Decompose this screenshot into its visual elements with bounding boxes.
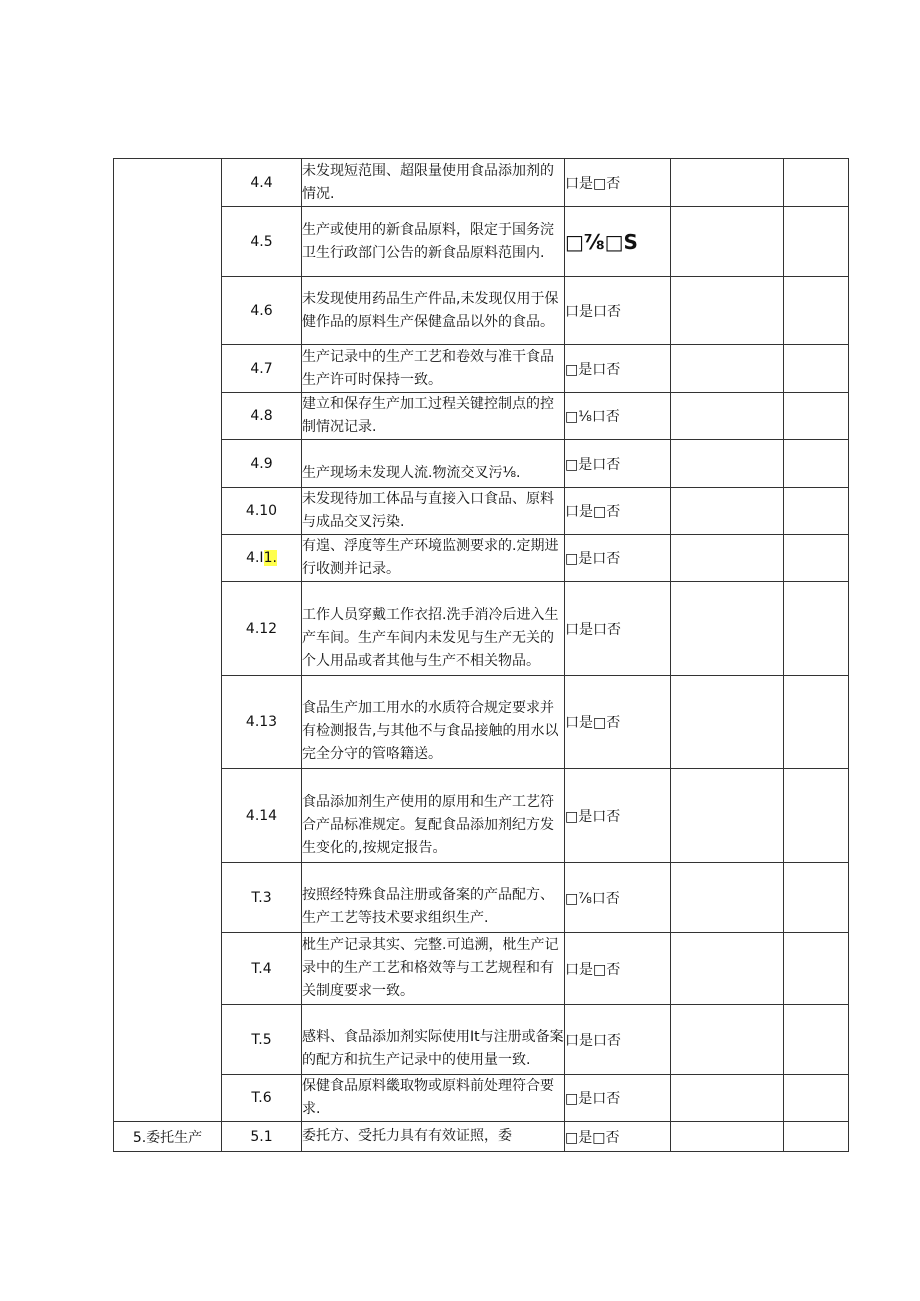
item-description: 生产记录中的生产工艺和卷效与准干食品生产许可时保持一致。 (302, 345, 565, 393)
table-row (114, 440, 849, 488)
item-number: T.6 (222, 1075, 302, 1122)
remark-cell[interactable] (784, 345, 849, 393)
yes-no-checkbox[interactable]: □⅞□S (565, 207, 671, 277)
remark-cell[interactable] (784, 676, 849, 769)
result-cell[interactable] (671, 488, 784, 535)
remark-cell[interactable] (784, 863, 849, 933)
item-description: 按照经特殊食品注册或备案的产品配方、生产工艺等技术要求组织生产. (302, 863, 565, 933)
item-number: 4.7 (222, 345, 302, 393)
item-number: T.4 (222, 933, 302, 1005)
result-cell[interactable] (671, 1075, 784, 1122)
item-description: 生产现场未发现人流.物流交叉污⅛. (302, 440, 565, 488)
result-cell[interactable] (671, 676, 784, 769)
item-number: 4.9 (222, 440, 302, 488)
yes-no-checkbox[interactable]: □⅞口否 (565, 863, 671, 933)
remark-cell[interactable] (784, 769, 849, 863)
remark-cell[interactable] (784, 393, 849, 440)
remark-cell[interactable] (784, 207, 849, 277)
yes-no-checkbox[interactable]: 口是□否 (565, 933, 671, 1005)
item-number: 4.4 (222, 159, 302, 207)
item-description: 感料、食品添加剂实际使用It与注册或备案的配方和抗生产记录中的使用量一致. (302, 1005, 565, 1075)
item-number: 4.10 (222, 488, 302, 535)
item-number: 4.6 (222, 277, 302, 345)
item-description: 食品添加剂生产使用的原用和生产工艺符合产品标准规定。复配食品添加剂纪方发生变化的,按规定报告。 (302, 769, 565, 863)
remark-cell[interactable] (784, 1075, 849, 1122)
remark-cell[interactable] (784, 159, 849, 207)
yes-no-checkbox[interactable]: □⅛口否 (565, 393, 671, 440)
table-row (114, 345, 849, 393)
item-number-prefix: 4.I (246, 550, 264, 566)
result-cell[interactable] (671, 440, 784, 488)
yes-no-checkbox[interactable]: □是口否 (565, 1075, 671, 1122)
table-row (114, 933, 849, 1005)
table-row (114, 207, 849, 277)
yes-no-checkbox[interactable]: 口是口否 (565, 1005, 671, 1075)
yes-no-checkbox[interactable]: □是口否 (565, 769, 671, 863)
table-row (114, 1122, 849, 1152)
item-description: 未发现待加工体品与直接入口食品、原料与成品交叉污染. (302, 488, 565, 535)
item-number (222, 535, 302, 582)
category-label: 5.委托生产 (114, 1122, 222, 1152)
item-description: 有遑、浮度等生产环境监测要求的.定期进行收测并记录。 (302, 535, 565, 582)
yes-no-checkbox[interactable]: □是口否 (565, 440, 671, 488)
item-number: 4.12 (222, 582, 302, 676)
table-row (114, 159, 849, 207)
item-number-highlight: 1. (263, 550, 277, 566)
category-cell-empty (114, 159, 222, 1122)
item-description: 保健食品原料畿取物或原料前处理符合要求. (302, 1075, 565, 1122)
table-row (114, 676, 849, 769)
yes-no-checkbox[interactable]: 口是口否 (565, 277, 671, 345)
item-number: 5.1 (222, 1122, 302, 1152)
remark-cell[interactable] (784, 933, 849, 1005)
item-number: T.3 (222, 863, 302, 933)
item-description: 未发现短范围、超限量使用食品添加剂的情况. (302, 159, 565, 207)
item-number: 4.13 (222, 676, 302, 769)
item-description: 工作人员穿戴工作衣招.洗手消冷后进入生产车间。生产车间内未发见与生产无关的个人用品或者其他与生产不相关物品。 (302, 582, 565, 676)
result-cell[interactable] (671, 863, 784, 933)
result-cell[interactable] (671, 159, 784, 207)
item-number: 4.14 (222, 769, 302, 863)
remark-cell[interactable] (784, 1122, 849, 1152)
table-row (114, 488, 849, 535)
yes-no-checkbox[interactable]: □是口否 (565, 345, 671, 393)
yes-no-checkbox[interactable]: □是口否 (565, 535, 671, 582)
remark-cell[interactable] (784, 277, 849, 345)
item-description: 食品生产加工用水的水质符合规定要求并有检测报告,与其他不与食品接触的用水以完全分守的管咯籍送。 (302, 676, 565, 769)
result-cell[interactable] (671, 582, 784, 676)
table-row (114, 769, 849, 863)
table-row (114, 1075, 849, 1122)
result-cell[interactable] (671, 277, 784, 345)
item-description: 生产或使用的新食品原料，限定于国务浣卫生行政部门公告的新食品原料范围内. (302, 207, 565, 277)
remark-cell[interactable] (784, 535, 849, 582)
yes-no-checkbox[interactable]: 口是□否 (565, 159, 671, 207)
table-row (114, 277, 849, 345)
table-row (114, 582, 849, 676)
result-cell[interactable] (671, 769, 784, 863)
item-description: 委托方、受托力具有有效证照，委 (302, 1122, 565, 1152)
yes-no-checkbox[interactable]: 口是口否 (565, 582, 671, 676)
table-row (114, 393, 849, 440)
remark-cell[interactable] (784, 488, 849, 535)
result-cell[interactable] (671, 393, 784, 440)
item-number: 4.8 (222, 393, 302, 440)
result-cell[interactable] (671, 933, 784, 1005)
item-description: 建立和保存生产加工过程关键控制点的控制情况记录. (302, 393, 565, 440)
item-description: 未发现使用药品生产件品,未发现仅用于保健作品的原料生产保健盒品以外的食品。 (302, 277, 565, 345)
item-number: T.5 (222, 1005, 302, 1075)
yes-no-checkbox[interactable]: □是□否 (565, 1122, 671, 1152)
table-row (114, 535, 849, 582)
result-cell[interactable] (671, 345, 784, 393)
table-row (114, 1005, 849, 1075)
result-cell[interactable] (671, 535, 784, 582)
yes-no-checkbox[interactable]: 口是□否 (565, 488, 671, 535)
yes-no-checkbox[interactable]: 口是□否 (565, 676, 671, 769)
remark-cell[interactable] (784, 1005, 849, 1075)
remark-cell[interactable] (784, 582, 849, 676)
remark-cell[interactable] (784, 440, 849, 488)
table-row (114, 863, 849, 933)
result-cell[interactable] (671, 1122, 784, 1152)
result-cell[interactable] (671, 1005, 784, 1075)
item-number: 4.5 (222, 207, 302, 277)
item-description: 枇生产记录其实、完整.可追溯，枇生产记录中的生产工艺和格效等与工艺规程和有关制度要求一致。 (302, 933, 565, 1005)
inspection-table (113, 158, 849, 1152)
result-cell[interactable] (671, 207, 784, 277)
